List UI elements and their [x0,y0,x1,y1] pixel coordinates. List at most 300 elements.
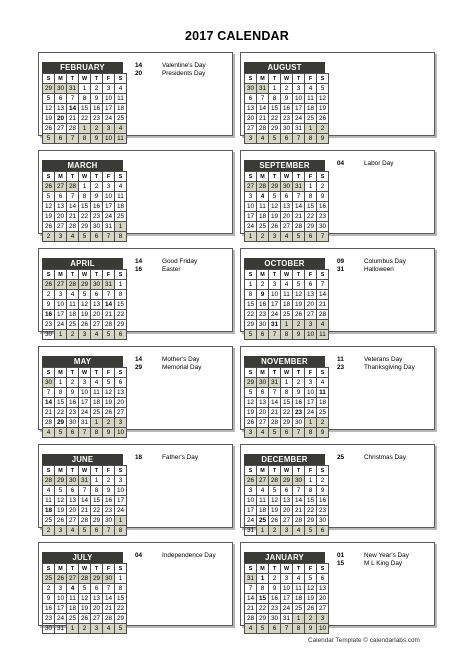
weekday-label: T [269,270,281,280]
day-cell: 6 [115,378,127,388]
holiday-date: 23 [337,364,345,371]
day-cell: 31 [245,574,257,584]
day-cell: 6 [67,486,79,496]
day-cell: 30 [257,320,269,330]
day-cell: 9 [293,330,305,340]
day-cell: 9 [257,290,269,300]
day-cell: 6 [257,330,269,340]
holiday-name: Good Friday [162,258,198,265]
day-cell: 12 [293,290,305,300]
day-cell: 21 [269,408,281,418]
weekday-label: T [293,74,305,84]
weekday-label: F [305,74,317,84]
month-name: FEBRUARY [42,62,123,73]
weekday-label: T [293,368,305,378]
day-cell: 8 [79,192,91,202]
day-cell: 17 [245,212,257,222]
weekday-label: F [305,466,317,476]
day-cell: 5 [43,192,55,202]
month-block-may [38,346,233,436]
day-cell: 27 [55,280,67,290]
day-cell: 6 [91,526,103,536]
day-cell: 2 [257,280,269,290]
day-cell: 12 [269,496,281,506]
month-block-february [38,52,233,142]
day-cell: 14 [293,202,305,212]
day-cell: 3 [115,418,127,428]
day-cell: 16 [293,398,305,408]
day-cell: 5 [55,486,67,496]
day-cell: 2 [103,418,115,428]
day-cell: 1 [91,418,103,428]
month-name: MAY [42,356,123,367]
weekday-label: T [91,270,103,280]
week-row [245,516,329,526]
day-cell: 9 [103,486,115,496]
day-cell: 6 [281,192,293,202]
day-cell: 15 [115,300,127,310]
day-cell: 5 [293,232,305,242]
day-cell: 23 [91,114,103,124]
day-cell: 31 [293,124,305,134]
day-cell: 13 [305,290,317,300]
day-cell: 4 [257,192,269,202]
day-cell: 7 [103,584,115,594]
day-cell: 27 [91,320,103,330]
week-row [43,104,127,114]
day-cell: 13 [281,496,293,506]
weekday-header-row [43,172,127,182]
week-row [43,94,127,104]
day-cell: 2 [281,84,293,94]
day-cell: 1 [245,232,257,242]
day-cell: 14 [79,496,91,506]
day-grid [244,563,329,634]
day-cell: 12 [103,388,115,398]
day-cell: 25 [43,574,55,584]
day-cell: 24 [245,222,257,232]
day-cell: 9 [43,300,55,310]
day-cell: 27 [245,182,257,192]
day-cell: 9 [293,388,305,398]
weekday-label: M [257,466,269,476]
day-cell: 14 [269,398,281,408]
month-name: JULY [42,552,123,563]
day-cell: 6 [91,290,103,300]
day-cell: 5 [269,486,281,496]
weekday-label: T [269,564,281,574]
day-cell: 31 [79,418,91,428]
day-cell: 10 [55,300,67,310]
week-row [43,212,127,222]
day-cell: 11 [257,496,269,506]
week-row [43,506,127,516]
day-cell: 2 [43,290,55,300]
day-cell: 20 [91,310,103,320]
day-grid [42,73,127,144]
day-cell: 24 [79,408,91,418]
day-cell: 18 [257,506,269,516]
day-cell: 5 [43,94,55,104]
day-cell: 4 [305,84,317,94]
weekday-label: S [245,368,257,378]
month-name: AUGUST [244,62,325,73]
day-cell: 1 [115,222,127,232]
weekday-label: M [55,368,67,378]
day-cell: 23 [257,310,269,320]
day-cell: 2 [91,182,103,192]
month-name: DECEMBER [244,454,325,465]
day-cell: 29 [115,320,127,330]
month-block-january [240,542,435,632]
day-cell: 11 [317,330,329,340]
day-cell: 14 [317,290,329,300]
day-cell: 1 [79,124,91,134]
week-row [43,496,127,506]
day-cell: 23 [43,614,55,624]
week-row [245,320,329,330]
day-cell: 12 [245,398,257,408]
day-cell: 28 [67,182,79,192]
week-row [43,320,127,330]
day-cell: 4 [245,624,257,634]
weekday-label: S [43,368,55,378]
weekday-label: F [103,368,115,378]
day-cell: 27 [55,222,67,232]
week-row [43,408,127,418]
day-cell: 22 [91,506,103,516]
day-cell: 2 [293,378,305,388]
day-cell: 23 [317,212,329,222]
weekday-label: S [317,466,329,476]
day-cell: 14 [43,398,55,408]
day-cell: 4 [281,280,293,290]
day-cell: 4 [293,526,305,536]
day-cell: 29 [79,222,91,232]
day-cell: 29 [91,516,103,526]
holiday-list [337,454,433,462]
day-cell: 9 [317,428,329,438]
day-cell: 26 [79,320,91,330]
day-cell: 9 [269,584,281,594]
day-cell: 17 [293,104,305,114]
week-row [245,124,329,134]
day-cell: 6 [269,624,281,634]
day-cell: 8 [281,388,293,398]
day-cell: 1 [281,320,293,330]
day-cell: 4 [43,486,55,496]
weekday-label: W [281,466,293,476]
day-cell: 7 [281,624,293,634]
day-cell: 11 [115,192,127,202]
day-cell: 3 [55,526,67,536]
day-cell: 4 [43,428,55,438]
mini-calendar [244,258,325,340]
day-cell: 1 [245,280,257,290]
day-cell: 17 [103,202,115,212]
day-cell: 3 [245,428,257,438]
day-cell: 6 [317,574,329,584]
day-cell: 1 [305,124,317,134]
day-cell: 27 [91,614,103,624]
week-row [245,330,329,340]
day-cell: 5 [305,574,317,584]
week-row [43,84,127,94]
day-cell: 30 [43,378,55,388]
weekday-label: S [115,172,127,182]
day-cell: 11 [257,202,269,212]
day-cell: 10 [317,624,329,634]
day-cell: 25 [115,114,127,124]
day-cell: 11 [293,584,305,594]
day-cell: 1 [305,182,317,192]
day-cell: 15 [281,398,293,408]
weekday-label: M [55,74,67,84]
day-cell: 31 [281,614,293,624]
day-cell: 28 [293,222,305,232]
day-cell: 2 [43,584,55,594]
day-cell: 29 [305,222,317,232]
day-cell: 23 [43,320,55,330]
day-cell: 14 [245,594,257,604]
day-cell: 28 [43,476,55,486]
day-cell: 23 [293,408,305,418]
day-cell: 16 [281,104,293,114]
weekday-label: W [281,270,293,280]
day-cell: 21 [67,212,79,222]
day-cell: 18 [317,398,329,408]
week-row [43,624,127,634]
holiday-list [337,356,433,372]
day-cell: 2 [317,476,329,486]
day-grid [42,171,127,242]
day-cell: 1 [257,526,269,536]
month-name: NOVEMBER [244,356,325,367]
day-cell: 9 [317,486,329,496]
weekday-label: T [67,74,79,84]
day-cell: 25 [317,408,329,418]
week-row [245,212,329,222]
weekday-label: M [55,270,67,280]
day-cell: 30 [317,516,329,526]
day-cell: 4 [67,232,79,242]
week-row [43,134,127,144]
day-cell: 30 [317,222,329,232]
day-grid [42,465,127,536]
month-block-march [38,150,233,240]
day-cell: 11 [115,134,127,144]
weekday-label: T [91,172,103,182]
day-cell: 1 [115,280,127,290]
day-cell: 1 [257,574,269,584]
holiday-list [337,160,433,168]
weekday-label: S [43,270,55,280]
day-cell: 11 [317,388,329,398]
day-cell: 29 [281,418,293,428]
day-cell: 7 [269,388,281,398]
day-cell: 9 [103,428,115,438]
day-cell: 26 [317,114,329,124]
day-cell: 7 [317,232,329,242]
day-cell: 5 [269,192,281,202]
holiday-item [135,258,231,266]
day-cell: 24 [103,114,115,124]
day-cell: 10 [103,94,115,104]
day-cell: 1 [115,516,127,526]
week-row [43,124,127,134]
month-name: APRIL [42,258,123,269]
weekday-label: F [103,466,115,476]
day-cell: 20 [281,506,293,516]
day-cell: 29 [43,84,55,94]
day-cell: 15 [91,496,103,506]
day-cell: 29 [257,614,269,624]
month-block-april [38,248,233,338]
day-cell: 27 [281,222,293,232]
day-cell: 28 [67,222,79,232]
week-row [43,232,127,242]
weekday-label: S [245,466,257,476]
day-cell: 28 [103,614,115,624]
day-cell: 15 [257,594,269,604]
day-cell: 5 [103,378,115,388]
day-cell: 13 [245,104,257,114]
day-cell: 16 [317,202,329,212]
day-cell: 11 [67,594,79,604]
day-cell: 1 [305,476,317,486]
day-cell: 5 [103,330,115,340]
week-row [43,222,127,232]
day-cell: 20 [91,604,103,614]
day-cell: 2 [67,378,79,388]
week-row [43,584,127,594]
day-cell: 14 [257,104,269,114]
month-block-november [240,346,435,436]
week-row [43,526,127,536]
day-cell: 26 [245,418,257,428]
weekday-label: S [317,270,329,280]
day-cell: 30 [43,624,55,634]
day-cell: 6 [281,134,293,144]
day-cell: 7 [43,388,55,398]
day-cell: 7 [293,192,305,202]
day-cell: 18 [67,310,79,320]
day-cell: 18 [305,104,317,114]
day-cell: 29 [281,476,293,486]
day-cell: 3 [245,192,257,202]
day-cell: 4 [257,428,269,438]
day-cell: 10 [115,486,127,496]
day-cell: 28 [67,124,79,134]
day-cell: 16 [91,202,103,212]
day-cell: 28 [257,182,269,192]
day-cell: 4 [257,134,269,144]
day-cell: 25 [67,614,79,624]
day-cell: 31 [103,280,115,290]
day-cell: 15 [269,104,281,114]
day-cell: 12 [79,594,91,604]
day-cell: 5 [245,330,257,340]
weekday-label: F [305,368,317,378]
day-cell: 21 [245,604,257,614]
week-row [245,134,329,144]
day-grid [244,73,329,144]
day-cell: 3 [269,232,281,242]
weekday-label: S [245,270,257,280]
week-row [43,378,127,388]
day-cell: 17 [103,104,115,114]
holiday-name: Memorial Day [162,364,202,371]
day-cell: 25 [67,320,79,330]
day-cell: 10 [55,594,67,604]
week-row [245,506,329,516]
day-cell: 8 [91,486,103,496]
weekday-label: S [317,172,329,182]
holiday-name: Valentine's Day [162,62,206,69]
mini-calendar [244,160,325,242]
week-row [245,624,329,634]
holiday-name: Independence Day [162,552,216,559]
day-cell: 13 [67,496,79,506]
day-cell: 19 [269,506,281,516]
mini-calendar [244,62,325,144]
holiday-item [135,356,231,364]
day-cell: 22 [305,506,317,516]
day-cell: 28 [257,124,269,134]
weekday-label: W [79,74,91,84]
week-row [245,114,329,124]
weekday-label: T [293,172,305,182]
weekday-label: M [257,74,269,84]
holiday-name: Easter [162,266,181,273]
day-cell: 21 [257,114,269,124]
weekday-label: F [305,172,317,182]
day-cell: 3 [317,614,329,624]
day-cell: 9 [91,94,103,104]
day-cell: 27 [67,516,79,526]
day-cell: 9 [67,388,79,398]
day-cell: 2 [79,624,91,634]
week-row [43,428,127,438]
day-cell: 8 [305,428,317,438]
holiday-date: 09 [337,258,345,265]
day-cell: 19 [317,104,329,114]
weekday-label: T [67,564,79,574]
weekday-label: T [293,564,305,574]
day-cell: 3 [103,124,115,134]
day-cell: 30 [43,330,55,340]
day-cell: 5 [305,526,317,536]
day-cell: 8 [281,330,293,340]
weekday-label: F [103,74,115,84]
day-cell: 29 [245,320,257,330]
day-cell: 19 [269,212,281,222]
day-cell: 11 [67,300,79,310]
day-cell: 26 [245,476,257,486]
day-cell: 31 [257,84,269,94]
day-cell: 28 [293,516,305,526]
day-cell: 8 [91,428,103,438]
day-cell: 13 [257,398,269,408]
weekday-label: M [55,564,67,574]
week-row [43,604,127,614]
holiday-list [135,258,231,274]
day-cell: 28 [269,476,281,486]
day-cell: 21 [43,408,55,418]
day-cell: 12 [305,584,317,594]
day-cell: 4 [115,84,127,94]
mini-calendar [42,62,123,144]
